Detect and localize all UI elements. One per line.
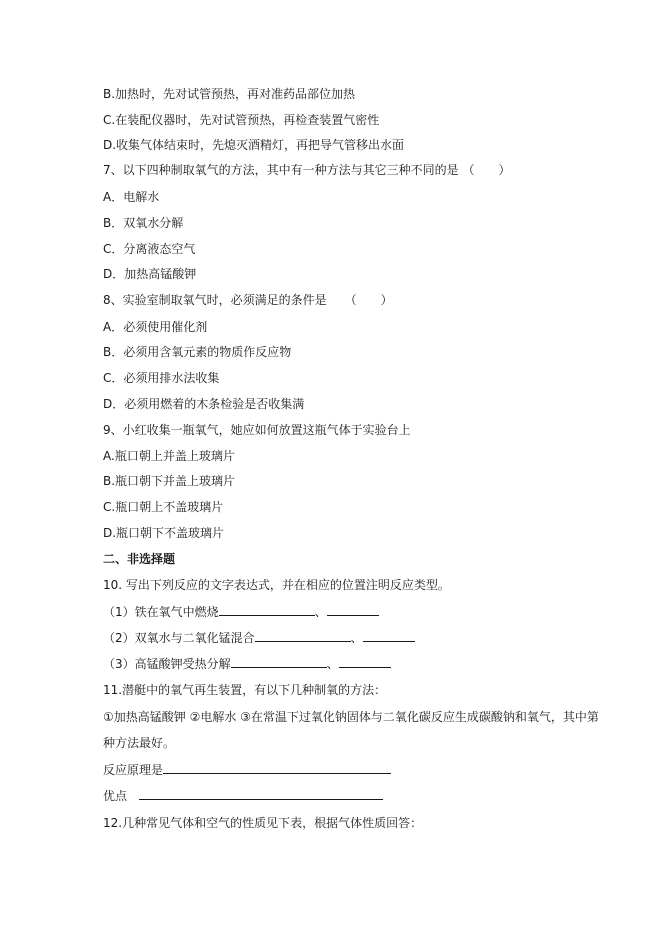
- q12-stem: 12.几种常见气体和空气的性质见下表，根据气体性质回答：: [103, 816, 423, 830]
- answer-blank-3b[interactable]: [339, 656, 391, 668]
- q6-option-c: C.在装配仪器时，先对试管预热，再检查装置气密性: [103, 113, 380, 127]
- answer-blank-3a[interactable]: [231, 656, 327, 668]
- q9-stem: 9、小红收集一瓶氧气，她应如何放置这瓶气体于实验台上: [103, 423, 411, 437]
- q7-option-c: C．分离液态空气: [103, 242, 196, 256]
- q8-option-d: D．必须用燃着的木条检验是否收集满: [103, 397, 305, 411]
- advantage-label: 优点: [103, 789, 128, 803]
- principle-answer-blank[interactable]: [163, 762, 391, 774]
- q9-option-d: D.瓶口朝下不盖玻璃片: [103, 526, 225, 540]
- q11-stem: 11.潜艇中的氧气再生装置，有以下几种制氧的方法：: [103, 683, 387, 697]
- q11-principle: [103, 762, 391, 778]
- q10-stem: 10. 写出下列反应的文字表达式，并在相应的位置注明反应类型。: [103, 578, 450, 592]
- q10-item-3: [103, 656, 391, 672]
- advantage-answer-blank[interactable]: [139, 788, 383, 800]
- q10-item-2: [103, 630, 415, 646]
- q9-option-c: C.瓶口朝上不盖玻璃片: [103, 500, 224, 514]
- q8-option-a: A．必须使用催化剂: [103, 320, 208, 334]
- q10-item-3-label: （3）高锰酸钾受热分解: [103, 657, 231, 671]
- q11-methods-line2: 种方法最好。: [103, 736, 176, 750]
- answer-blank-1a[interactable]: [219, 604, 315, 616]
- separator: 、: [326, 657, 339, 671]
- q10-item-2-label: （2）双氧水与二氧化锰混合: [103, 631, 255, 645]
- separator: 、: [314, 605, 327, 619]
- section-heading: 二、非选择题: [103, 552, 176, 566]
- q9-option-a: A.瓶口朝上并盖上玻璃片: [103, 449, 235, 463]
- q10-item-1: [103, 604, 379, 620]
- q9-option-b: B.瓶口朝下并盖上玻璃片: [103, 474, 236, 488]
- q6-option-d: D.收集气体结束时，先熄灭酒精灯，再把导气管移出水面: [103, 138, 405, 152]
- answer-blank-2a[interactable]: [255, 630, 351, 642]
- q7-option-a: A．电解水: [103, 190, 160, 204]
- q7-option-b: B．双氧水分解: [103, 216, 184, 230]
- q6-option-b: B.加热时，先对试管预热，再对准药品部位加热: [103, 87, 356, 101]
- q8-option-b: B．必须用含氧元素的物质作反应物: [103, 345, 292, 359]
- q11-methods-line1: ①加热高锰酸钾 ②电解水 ③在常温下过氧化钠固体与二氧化碳反应生成碳酸钠和氧气，其中第: [103, 710, 599, 724]
- principle-label: 反应原理是: [103, 763, 164, 777]
- q10-item-1-label: （1）铁在氧气中燃烧: [103, 605, 219, 619]
- q11-advantage: [103, 788, 383, 804]
- separator: 、: [350, 631, 363, 645]
- answer-blank-1b[interactable]: [327, 604, 379, 616]
- answer-blank-2b[interactable]: [363, 630, 415, 642]
- q8-stem: 8、实验室制取氧气时，必须满足的条件是 （ ）: [103, 293, 393, 307]
- q8-option-c: C．必须用排水法收集: [103, 371, 220, 385]
- q7-option-d: D．加热高锰酸钾: [103, 267, 197, 281]
- q7-stem: 7、以下四种制取氧气的方法，其中有一种方法与其它三种不同的是 （ ）: [103, 163, 511, 177]
